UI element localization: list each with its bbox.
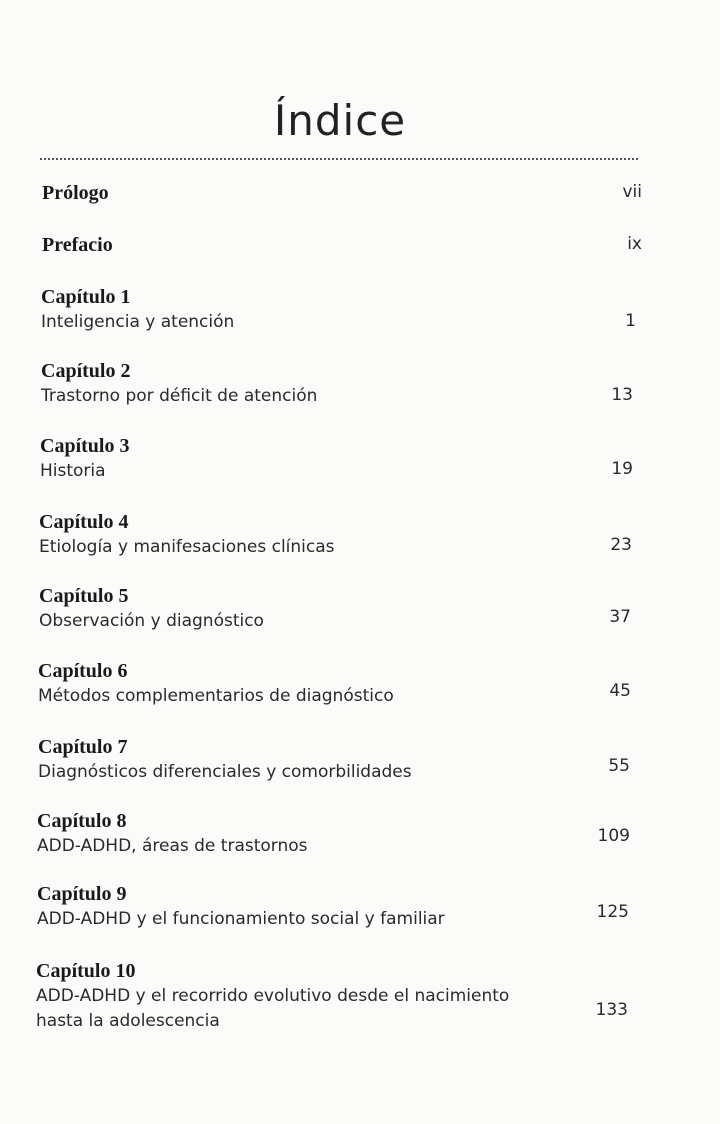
toc-page-number: 125	[596, 902, 629, 922]
toc-entry-capitulo-2[interactable]	[41, 358, 633, 409]
toc-page-number: 37	[609, 607, 631, 627]
toc-page-number: 45	[609, 681, 631, 701]
toc-entry-capitulo-3[interactable]	[40, 433, 633, 484]
toc-page-number: 13	[611, 385, 633, 405]
toc-heading: Capítulo 3	[40, 435, 130, 457]
toc-page-number: 55	[608, 756, 630, 776]
toc-heading: Capítulo 1	[41, 286, 131, 308]
toc-page-number: 133	[595, 1000, 628, 1020]
toc-heading: Prefacio	[42, 234, 113, 256]
toc-heading: Capítulo 7	[38, 736, 128, 758]
toc-page-number: 19	[611, 459, 633, 479]
toc-entry-capitulo-6[interactable]	[38, 658, 631, 709]
toc-subtitle-continued: hasta la adolescencia	[36, 1011, 220, 1031]
toc-entry-prefacio[interactable]	[42, 232, 642, 258]
toc-page-number: 109	[597, 826, 630, 846]
toc-subtitle: Inteligencia y atención	[41, 312, 235, 332]
toc-subtitle: ADD-ADHD y el funcionamiento social y familiar	[37, 909, 445, 929]
toc-entry-capitulo-7[interactable]	[38, 734, 630, 785]
toc-page-number: 23	[610, 535, 632, 555]
toc-heading: Prólogo	[42, 182, 109, 204]
toc-subtitle: Trastorno por déficit de atención	[41, 386, 318, 406]
toc-entry-capitulo-10[interactable]	[36, 958, 628, 1034]
toc-subtitle: Observación y diagnóstico	[39, 611, 264, 631]
toc-heading: Capítulo 5	[39, 585, 129, 607]
toc-subtitle: Métodos complementarios de diagnóstico	[38, 686, 394, 706]
toc-entry-capitulo-4[interactable]	[39, 509, 632, 560]
toc-heading: Capítulo 4	[39, 511, 129, 533]
toc-entry-capitulo-9[interactable]	[37, 881, 629, 932]
toc-heading: Capítulo 2	[41, 360, 131, 382]
toc-entry-prologo[interactable]	[42, 180, 642, 206]
toc-heading: Capítulo 8	[37, 810, 127, 832]
toc-subtitle: Diagnósticos diferenciales y comorbilidades	[38, 762, 412, 782]
toc-subtitle: ADD-ADHD, áreas de trastornos	[37, 836, 308, 856]
toc-subtitle: ADD-ADHD y el recorrido evolutivo desde el nacimiento	[36, 986, 510, 1006]
toc-entry-capitulo-1[interactable]	[41, 284, 636, 335]
toc-heading: Capítulo 6	[38, 660, 128, 682]
toc-page-number: vii	[622, 182, 642, 202]
toc-page-number: 1	[625, 311, 636, 331]
dotted-divider	[40, 158, 638, 160]
toc-heading: Capítulo 10	[36, 960, 136, 982]
page-title: Índice	[273, 96, 407, 145]
toc-entry-capitulo-8[interactable]	[37, 808, 630, 859]
toc-heading: Capítulo 9	[37, 883, 127, 905]
toc-entry-capitulo-5[interactable]	[39, 583, 631, 634]
toc-subtitle: Etiología y manifesaciones clínicas	[39, 537, 335, 557]
toc-subtitle: Historia	[40, 461, 106, 481]
toc-page-number: ix	[627, 234, 642, 254]
